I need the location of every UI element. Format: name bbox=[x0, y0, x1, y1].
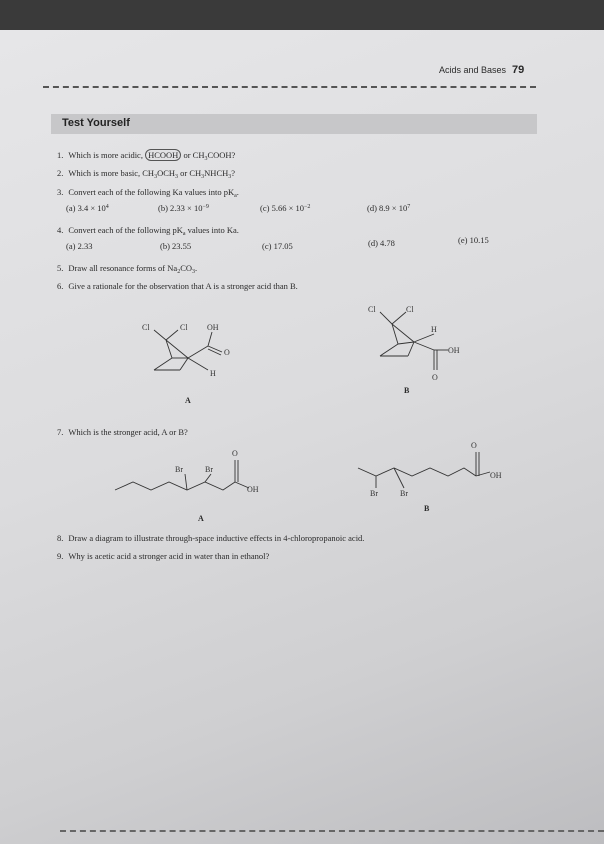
structure-label-a: A bbox=[198, 514, 204, 523]
header-title: Acids and Bases bbox=[439, 65, 507, 75]
question-4: 4. Convert each of the following $pK_a$ values into Ka. bbox=[57, 225, 239, 237]
q4-option-b: (b) 23.55 bbox=[160, 241, 192, 251]
running-header bbox=[439, 64, 524, 76]
question-2: 2. Which is more basic, $CH_3OCH_3$ or $CH_3NHCH_3$? bbox=[57, 168, 236, 180]
atom-br: Br bbox=[175, 465, 183, 474]
q3-option-d: (d) $8.9 \times 10^7$ bbox=[367, 203, 411, 213]
atom-br: Br bbox=[400, 489, 408, 498]
question-9: 9. Why is acetic acid a stronger acid in water than in ethanol? bbox=[57, 551, 270, 561]
q4-option-d: (d) 4.78 bbox=[368, 238, 395, 248]
atom-h: H bbox=[210, 369, 216, 378]
structure-label-a: A bbox=[185, 396, 191, 405]
structure-label-b: B bbox=[424, 504, 430, 513]
q3-option-c: (c) $5.66 \times 10^{-2}$ bbox=[260, 203, 311, 213]
atom-oh: OH bbox=[207, 323, 219, 332]
structure-label-b: B bbox=[404, 386, 410, 395]
question-5: 5. Draw all resonance forms of $Na_2CO_3$. bbox=[57, 263, 198, 275]
footer-divider bbox=[60, 830, 604, 832]
q3-option-a: (a) $3.4 \times 10^4$ bbox=[66, 203, 109, 213]
question-1: 1. Which is more acidic, HCOOH or $CH_3COOH$? bbox=[57, 150, 236, 162]
q7-structure-a bbox=[115, 448, 275, 498]
q6-structure-a bbox=[140, 318, 250, 388]
q3-option-b: (b) $2.33 \times 10^{-9}$ bbox=[158, 203, 209, 213]
atom-br: Br bbox=[370, 489, 378, 498]
q4-option-a: (a) 2.33 bbox=[66, 241, 93, 251]
atom-cl: Cl bbox=[142, 323, 150, 332]
bond-lines bbox=[380, 312, 448, 370]
atom-cl: Cl bbox=[180, 323, 188, 332]
q4-option-e: (e) 10.15 bbox=[458, 235, 489, 245]
textbook-page bbox=[0, 30, 604, 844]
atom-o: O bbox=[432, 373, 438, 382]
q4-option-c: (c) 17.05 bbox=[262, 241, 293, 251]
header-divider bbox=[43, 86, 536, 88]
atom-oh: OH bbox=[490, 471, 502, 480]
atom-br: Br bbox=[205, 465, 213, 474]
atom-o: O bbox=[471, 441, 477, 450]
q7-structure-b bbox=[350, 438, 530, 498]
section-title: Test Yourself bbox=[62, 117, 130, 129]
question-6: 6. Give a rationale for the observation that A is a stronger acid than B. bbox=[57, 281, 298, 291]
atom-h: H bbox=[431, 325, 437, 334]
atom-cl: Cl bbox=[406, 305, 414, 314]
carbon-chain bbox=[358, 468, 476, 476]
atom-o: O bbox=[224, 348, 230, 357]
atom-oh: OH bbox=[247, 485, 259, 494]
bond-lines bbox=[154, 330, 222, 370]
section-banner bbox=[51, 114, 537, 134]
q6-structure-b bbox=[368, 302, 478, 387]
circled-answer: HCOOH bbox=[145, 149, 181, 161]
atom-cl: Cl bbox=[368, 305, 376, 314]
carbon-chain bbox=[115, 482, 235, 490]
atom-oh: OH bbox=[448, 346, 460, 355]
page-number: 79 bbox=[512, 64, 525, 76]
question-8: 8. Draw a diagram to illustrate through-space inductive effects in 4-chloropropanoic acid. bbox=[57, 533, 365, 543]
question-7: 7. Which is the stronger acid, A or B? bbox=[57, 427, 188, 437]
atom-o: O bbox=[232, 449, 238, 458]
question-3: 3. Convert each of the following Ka values into $pK_a$. bbox=[57, 187, 239, 199]
